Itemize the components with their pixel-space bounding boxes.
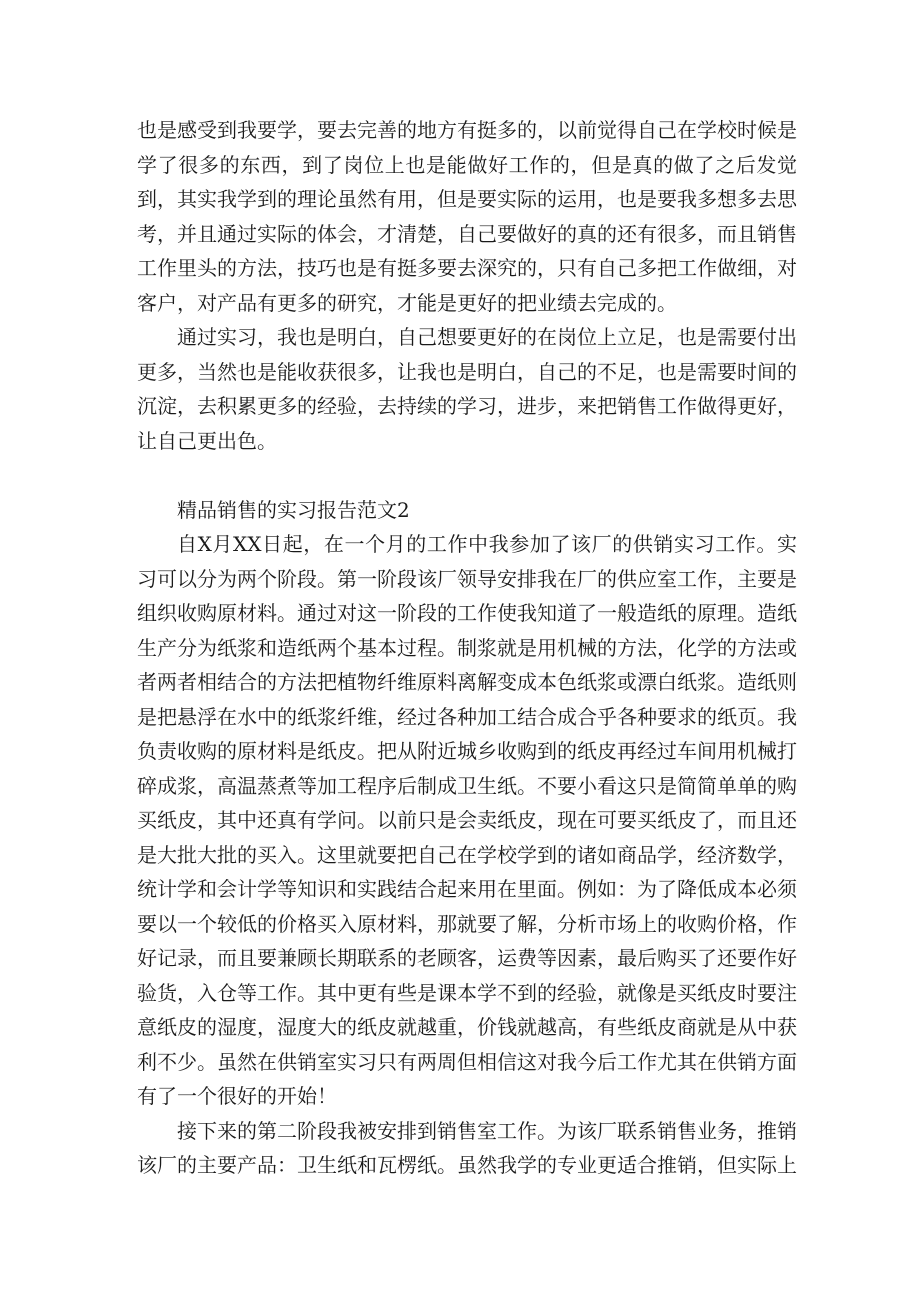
paragraph-first-stage: 自X月XX日起，在一个月的工作中我参加了该厂的供销实习工作。实习可以分为两个阶段。第一阶段该厂领导安排我在厂的供应室工作，主要是组织收购原材料。通过对这一阶段的工作使我知道了一般造纸的原理。造纸生产分为纸浆和造纸两个基本过程。制浆就是用机械的方法，化学的方法或者两者相结合的方法把植物纤维原料离解变成本色纸浆或漂白纸浆。造纸则是把悬浮在水中的纸浆纤维，经过各种加工结合成合乎各种要求的纸页。我负责收购的原材料是纸皮。把从附近城乡收购到的纸皮再经过车间用机械打碎成浆，高温蒸煮等加工程序后制成卫生纸。不要小看这只是简简单单的购买纸皮，其中还真有学问。以前只是会卖纸皮，现在可要买纸皮了，而且还是大批大批的买入。这里就要把自己在学校学到的诸如商品学，经济数学，统计学和会计学等知识和实践结合起来用在里面。例如：为了降低成本必须要以一个较低的价格买入原材料，那就要了解，分析市场上的收购价格，作好记录，而且要兼顾长期联系的老顾客，运费等因素，最后购买了还要作好验货，入仓等工作。其中更有些是课本学不到的经验，就像是买纸皮时要注意纸皮的湿度，湿度大的纸皮就越重，价钱就越高，有些纸皮商就是从中获利不少。虽然在供销室实习只有两周但相信这对我今后工作尤其在供销方面有了一个很好的开始！ <box>137 532 797 1108</box>
paragraph-internship-reflection: 通过实习，我也是明白，自己想要更好的在岗位上立足，也是需要付出更多，当然也是能收获很多，让我也是明白，自己的不足，也是需要时间的沉淀，去积累更多的经验，去持续的学习，进步，来把销售工作做得更好，让自己更出色。 <box>137 325 797 453</box>
paragraph-continuation: 也是感受到我要学，要去完善的地方有挺多的，以前觉得自己在学校时候是学了很多的东西，到了岗位上也是能做好工作的，但是真的做了之后发觉到，其实我学到的理论虽然有用，但是要实际的运用，也是要我多想多去思考，并且通过实际的体会，才清楚，自己要做好的真的还有很多，而且销售工作里头的方法，技巧也是有挺多要去深究的，只有自己多把工作做细，对客户，对产品有更多的研究，才能是更好的把业绩去完成的。 <box>137 118 797 315</box>
document-body <box>137 113 797 1183</box>
section-heading: 精品销售的实习报告范文2 <box>177 497 410 522</box>
paragraph-second-stage: 接下来的第二阶段我被安排到销售室工作。为该厂联系销售业务，推销该厂的主要产品：卫生纸和瓦楞纸。虽然我学的专业更适合推销，但实际上 <box>137 1118 797 1177</box>
